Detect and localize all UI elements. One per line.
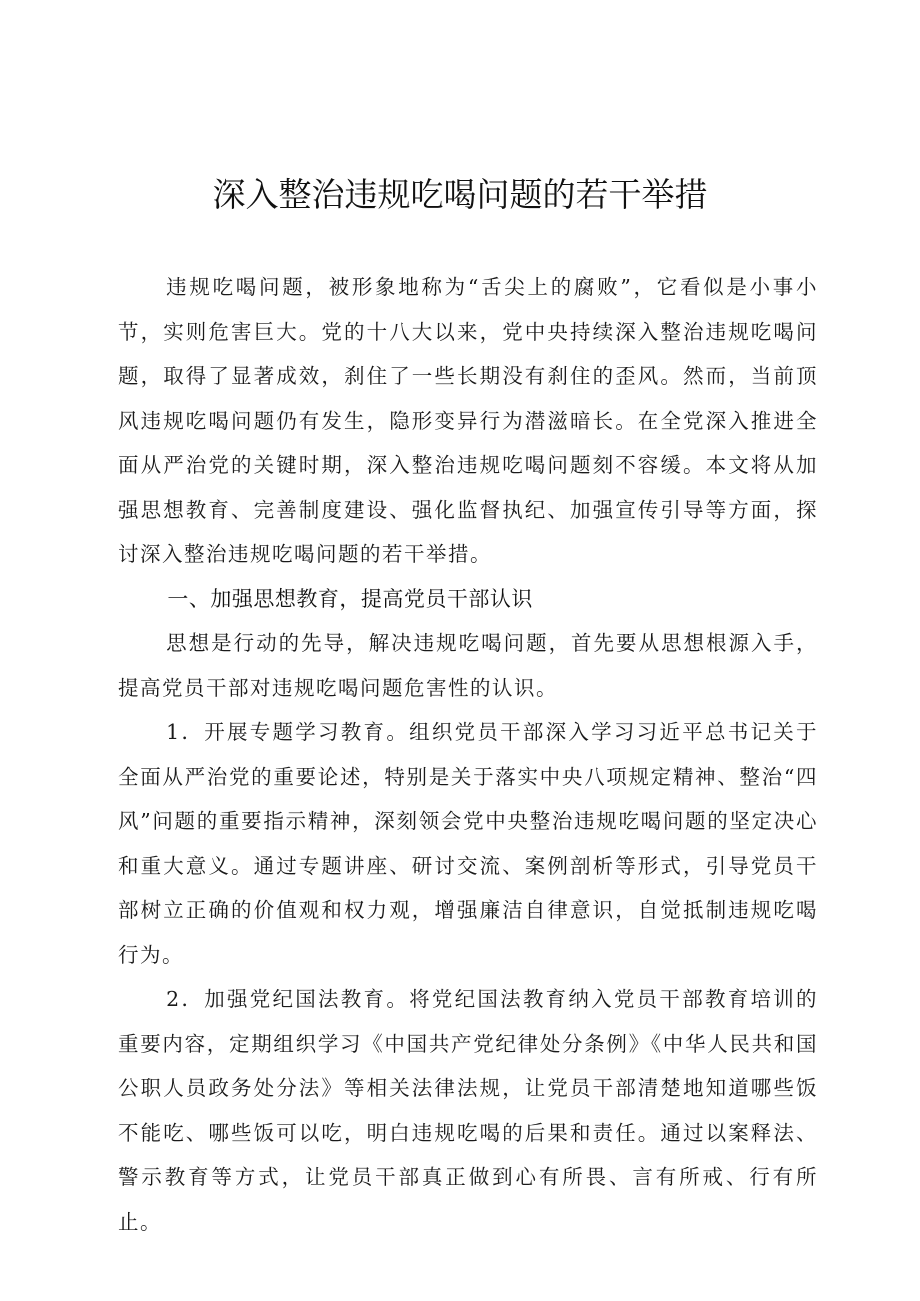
section-1-item-2-paragraph: 2．加强党纪国法教育。将党纪国法教育纳入党员干部教育培训的重要内容，定期组织学习《中国共产党纪律处分条例》《中华人民共和国公职人员政务处分法》等相关法律法规，让党员干部清楚地知道哪些饭不能吃、哪些饭可以吃，明白违规吃喝的后果和责任。通过以案释法、警示教育等方式，让党员干部真正做到心有所畏、言有所戒、行有所止。	[118, 987, 818, 1234]
document-body	[118, 265, 818, 1244]
section-1-lead-paragraph: 思想是行动的先导，解决违规吃喝问题，首先要从思想根源入手，提高党员干部对违规吃喝问题危害性的认识。	[118, 631, 818, 700]
document-title: 深入整治违规吃喝问题的若干举措	[212, 175, 708, 214]
section-heading-1: 一、加强思想教育，提高党员干部认识	[167, 586, 533, 611]
section-1-item-1-paragraph: 1．开展专题学习教育。组织党员干部深入学习习近平总书记关于全面从严治党的重要论述，特别是关于落实中央八项规定精神、整治“四风”问题的重要指示精神，深刻领会党中央整治违规吃喝问题的坚定决心和重大意义。通过专题讲座、研讨交流、案例剖析等形式，引导党员干部树立正确的价值观和权力观，增强廉洁自律意识，自觉抵制违规吃喝行为。	[118, 720, 818, 967]
intro-paragraph: 违规吃喝问题，被形象地称为“舌尖上的腐败”，它看似是小事小节，实则危害巨大。党的十八大以来，党中央持续深入整治违规吃喝问题，取得了显著成效，刹住了一些长期没有刹住的歪风。然而，当前顶风违规吃喝问题仍有发生，隐形变异行为潜滋暗长。在全党深入推进全面从严治党的关键时期，深入整治违规吃喝问题刻不容缓。本文将从加强思想教育、完善制度建设、强化监督执纪、加强宣传引导等方面，探讨深入整治违规吃喝问题的若干举措。	[118, 275, 818, 566]
